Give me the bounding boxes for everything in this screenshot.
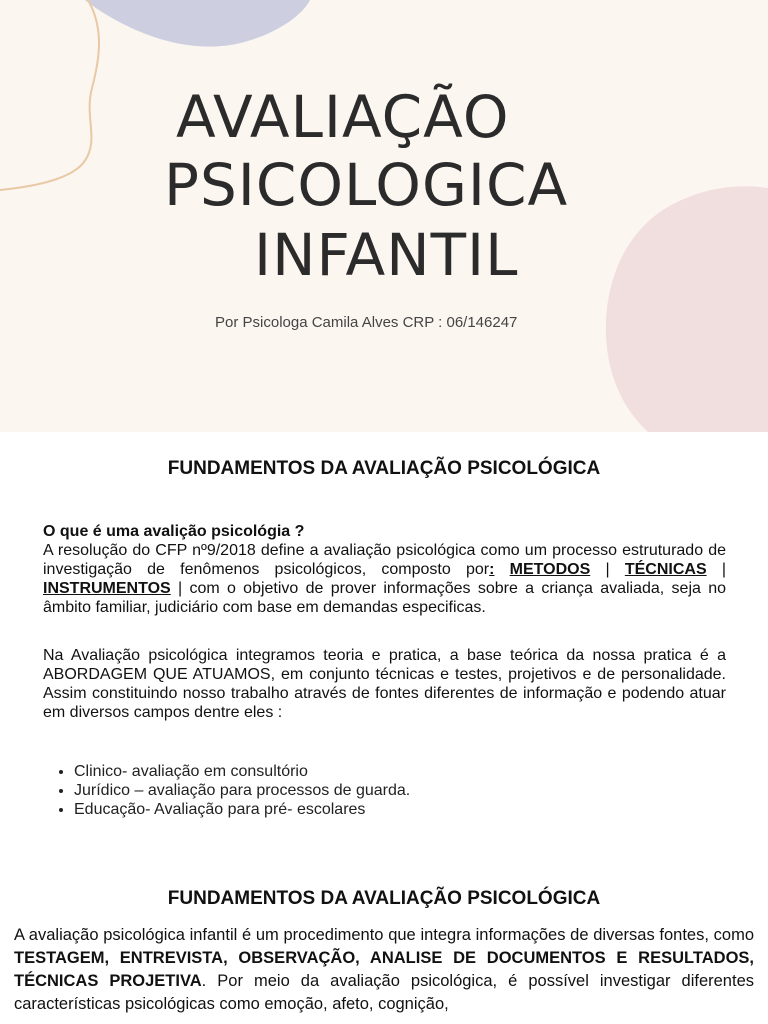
list-item: • Clinico- avaliação em consultório [74, 762, 410, 781]
pink-blob [606, 186, 768, 432]
paragraph-1-colon: : [489, 561, 495, 578]
separator: | [706, 561, 726, 578]
paragraph-1-text-b: com o objetivo de prover informações sobre a criança avaliada, seja no âmbito familiar, judiciário com base em demandas especificas. [43, 580, 726, 616]
lavender-blob [85, 0, 310, 47]
separator: | [170, 580, 190, 597]
section2-text-a: A avaliação psicológica infantil é um procedimento que integra informações de diversas fontes, como [14, 926, 754, 944]
term-metodos: METODOS [509, 561, 591, 578]
title-line-1: AVALIAÇÃO [176, 83, 510, 151]
section1-heading: FUNDAMENTOS DA AVALIAÇÃO PSICOLÓGICA [167, 458, 601, 479]
title-line-3: INFANTIL [254, 221, 519, 289]
wavy-line [0, 0, 99, 190]
section2-heading: FUNDAMENTOS DA AVALIAÇÃO PSICOLÓGICA [167, 888, 601, 909]
author-line: Por Psicologa Camila Alves CRP : 06/146247 [215, 314, 518, 331]
section2-methods: TESTAGEM, ENTREVISTA, OBSERVAÇÃO, ANALISE DE DOCUMENTOS E RESULTADOS, TÉCNICAS PROJETIVA [14, 949, 754, 990]
list-item: • Educação- Avaliação para pré- escolares [74, 800, 410, 819]
term-tecnicas: TÉCNICAS [624, 561, 707, 578]
section2-paragraph [14, 924, 754, 1016]
list-item: • Jurídico – avaliação para processos de guarda. [74, 781, 410, 800]
term-instrumentos: INSTRUMENTOS [43, 580, 171, 597]
cover-section [0, 0, 768, 432]
separator: | [590, 561, 625, 578]
section1-intro [43, 522, 726, 617]
title-line-2: PSICOLOGICA [164, 151, 569, 219]
paragraph-1-text-a: A resolução do CFP nº9/2018 define a avaliação psicológica como um processo estruturado de investigação de fenômenos psicológicos, composto por [43, 542, 726, 578]
paragraph-1 [43, 541, 726, 617]
paragraph-2: Na Avaliação psicológica integramos teoria e pratica, a base teórica da nossa pratica é a ABORDAGEM QUE ATUAMOS, em conjunto técnicas e testes, projetivos e de personalidade. Assim constituindo nosso trabalho através de fontes diferentes de informação e podendo atuar em diversos campos dentre eles : [43, 647, 726, 721]
section2-text-b: . Por meio da avaliação psicológica, é possível investigar diferentes características psicológicas como emoção, afeto, cognição, [14, 972, 754, 1013]
fields-list [60, 762, 410, 819]
question-heading: O que é uma avalição psicológia ? [43, 523, 305, 540]
